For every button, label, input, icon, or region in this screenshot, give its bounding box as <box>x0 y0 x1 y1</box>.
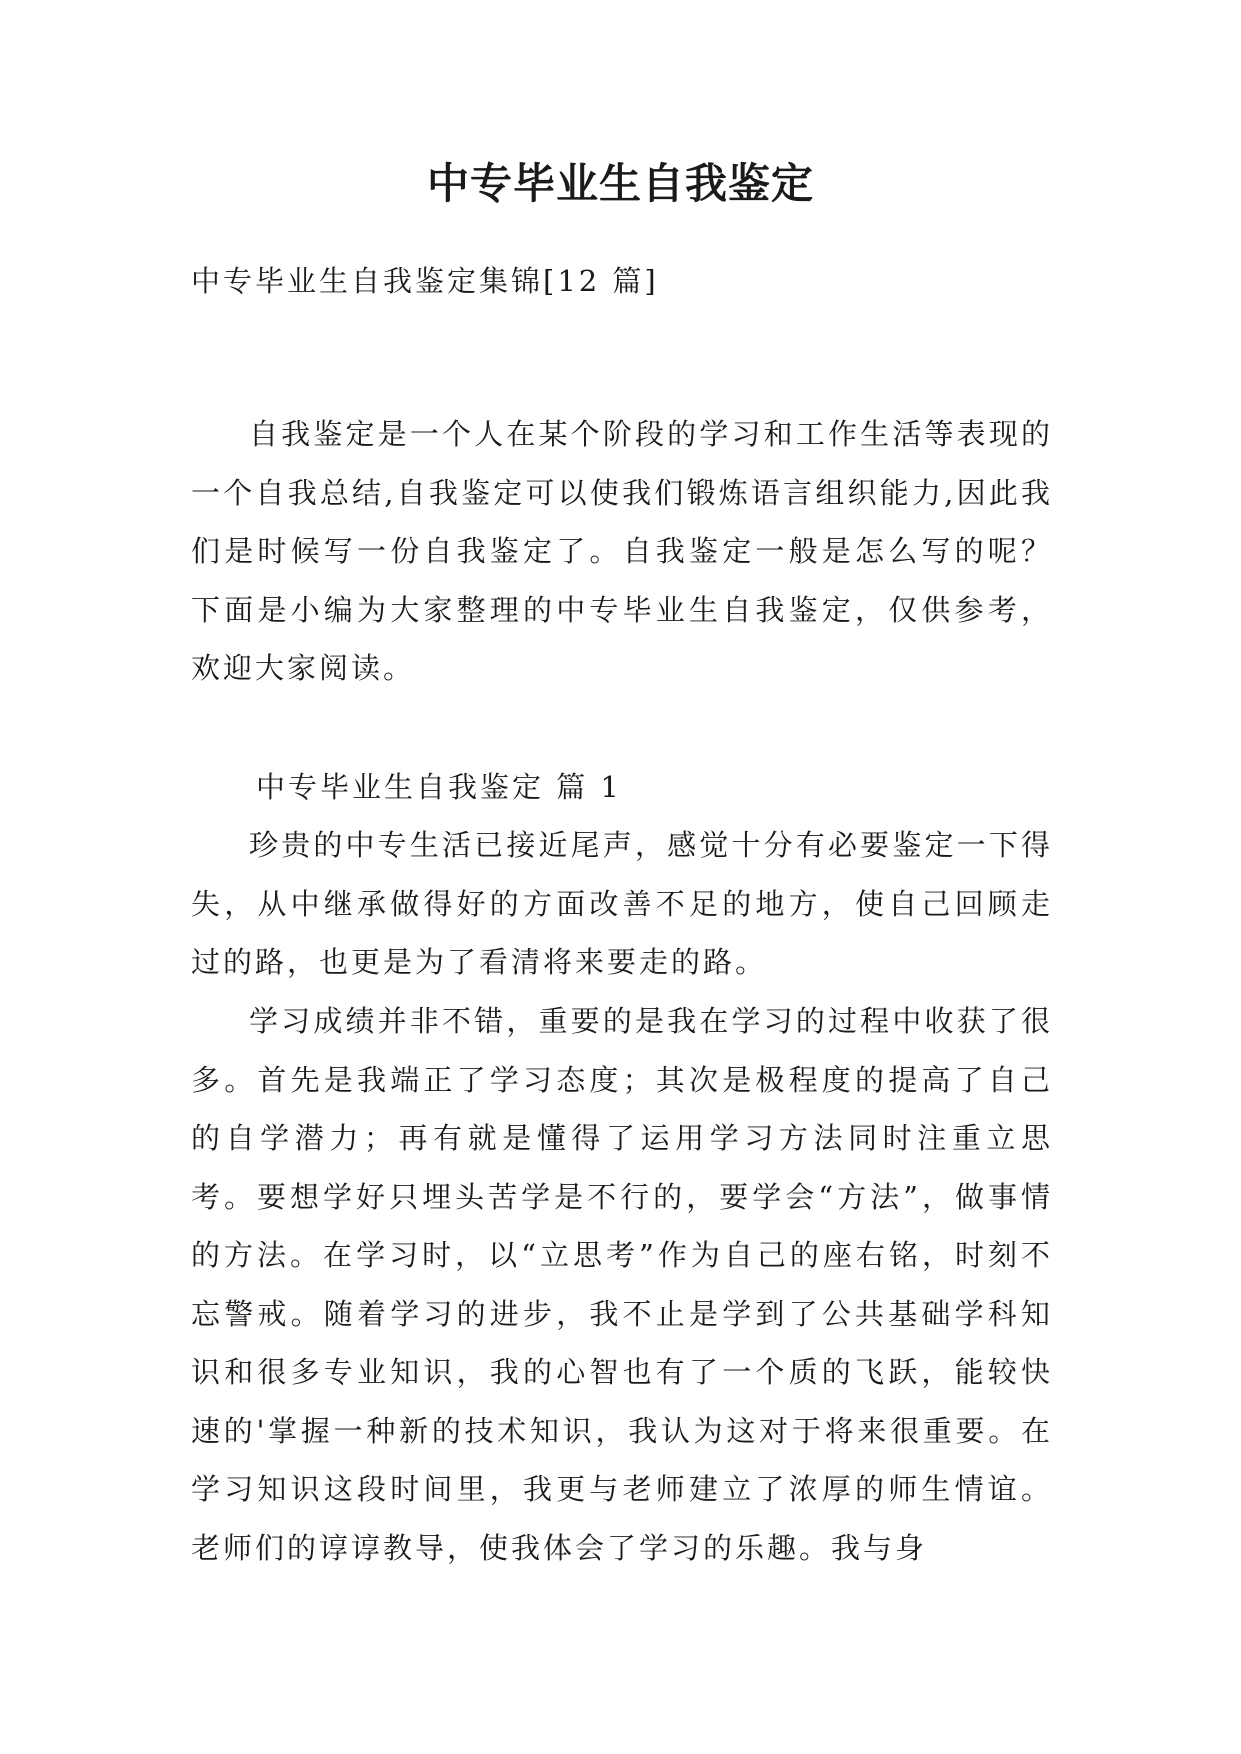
page-title: 中专毕业生自我鉴定 <box>426 159 814 208</box>
section-heading: 中专毕业生自我鉴定 篇 1 <box>256 770 622 804</box>
body-paragraph-2: 学习成绩并非不错，重要的是我在学习的过程中收获了很多。首先是我端正了学习态度；其次是极程度的提高了自己的自学潜力；再有就是懂得了运用学习方法同时注重立思考。要想学好只埋头苦学是不行的，要学会“方法”，做事情的方法。在学习时，以“立思考”作为自己的座右铭，时刻不忘警戒。随着学习的进步，我不止是学到了公共基础学科知识和很多专业知识，我的心智也有了一个质的飞跃，能较快速的'掌握一种新的技术知识，我认为这对于将来很重要。在学习知识这段时间里，我更与老师建立了浓厚的师生情谊。老师们的谆谆教导，使我体会了学习的乐趣。我与身 <box>191 1004 1053 1565</box>
body-paragraph-1: 珍贵的中专生活已接近尾声，感觉十分有必要鉴定一下得失，从中继承做得好的方面改善不足的地方，使自己回顾走过的路，也更是为了看清将来要走的路。 <box>191 828 1053 979</box>
intro-paragraph: 自我鉴定是一个人在某个阶段的学习和工作生活等表现的一个自我总结,自我鉴定可以使我们锻炼语言组织能力,因此我们是时候写一份自我鉴定了。自我鉴定一般是怎么写的呢？下面是小编为大家整理的中专毕业生自我鉴定，仅供参考，欢迎大家阅读。 <box>191 417 1053 685</box>
document-subtitle: 中专毕业生自我鉴定集锦[12 篇] <box>191 264 659 298</box>
